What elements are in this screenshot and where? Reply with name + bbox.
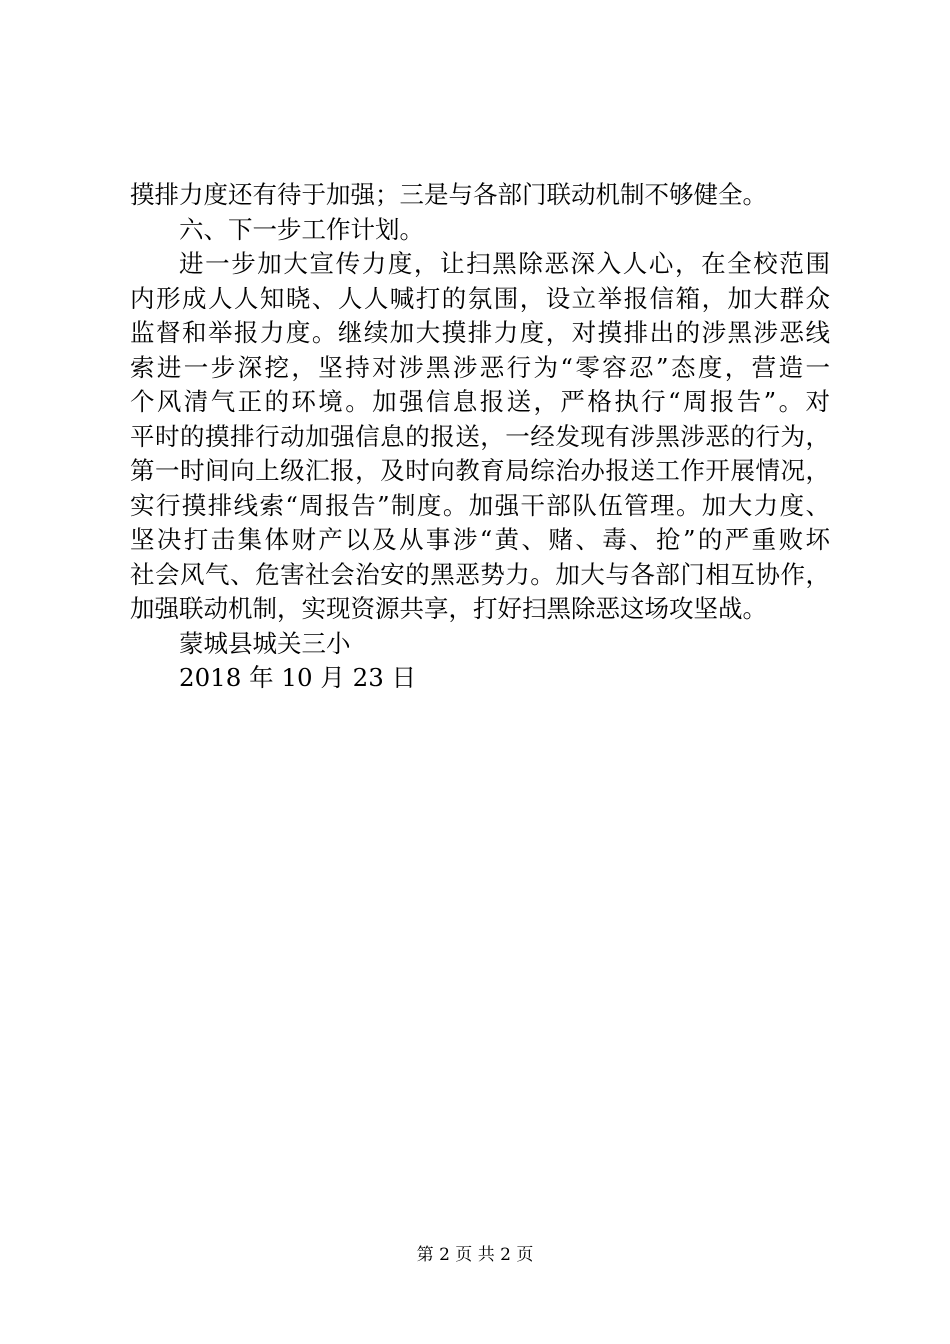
signature-org: 蒙城县城关三小: [179, 628, 351, 658]
paragraph-intro-tail: 摸排力度还有待于加强；三是与各部门联动机制不够健全。: [130, 180, 767, 209]
plan-line: 监督和举报力度。继续加大摸排力度，对摸排出的涉黑涉恶线: [130, 318, 830, 347]
plan-line: 索进一步深挖，坚持对涉黑涉恶行为“零容忍”态度，营造一: [130, 352, 830, 382]
plan-line: 个风清气正的环境。加强信息报送，严格执行“周报告”。对: [130, 387, 830, 416]
plan-line: 内形成人人知晓、人人喊打的氛围，设立举报信箱，加大群众: [130, 283, 830, 313]
plan-line: 第一时间向上级汇报，及时向教育局综治办报送工作开展情况，: [130, 456, 830, 485]
plan-line: 加强联动机制，实现资源共享，打好扫黑除恶这场攻坚战。: [130, 594, 767, 623]
document-body: [130, 178, 830, 696]
plan-line: 平时的摸排行动加强信息的报送，一经发现有涉黑涉恶的行为，: [130, 421, 830, 451]
section-heading: 六、下一步工作计划。: [179, 214, 424, 244]
signature-date: 2018 年 10 月 23 日: [179, 663, 417, 692]
page-footer: 第 2 页 共 2 页: [416, 1245, 534, 1265]
plan-line: 实行摸排线索“周报告”制度。加强干部队伍管理。加大力度、: [130, 490, 830, 520]
plan-line: 社会风气、危害社会治安的黑恶势力。加大与各部门相互协作，: [130, 559, 830, 589]
plan-line: 进一步加大宣传力度，让扫黑除恶深入人心，在全校范围: [179, 249, 830, 278]
plan-line: 坚决打击集体财产以及从事涉“黄、赌、毒、抢”的严重败坏: [130, 525, 830, 554]
